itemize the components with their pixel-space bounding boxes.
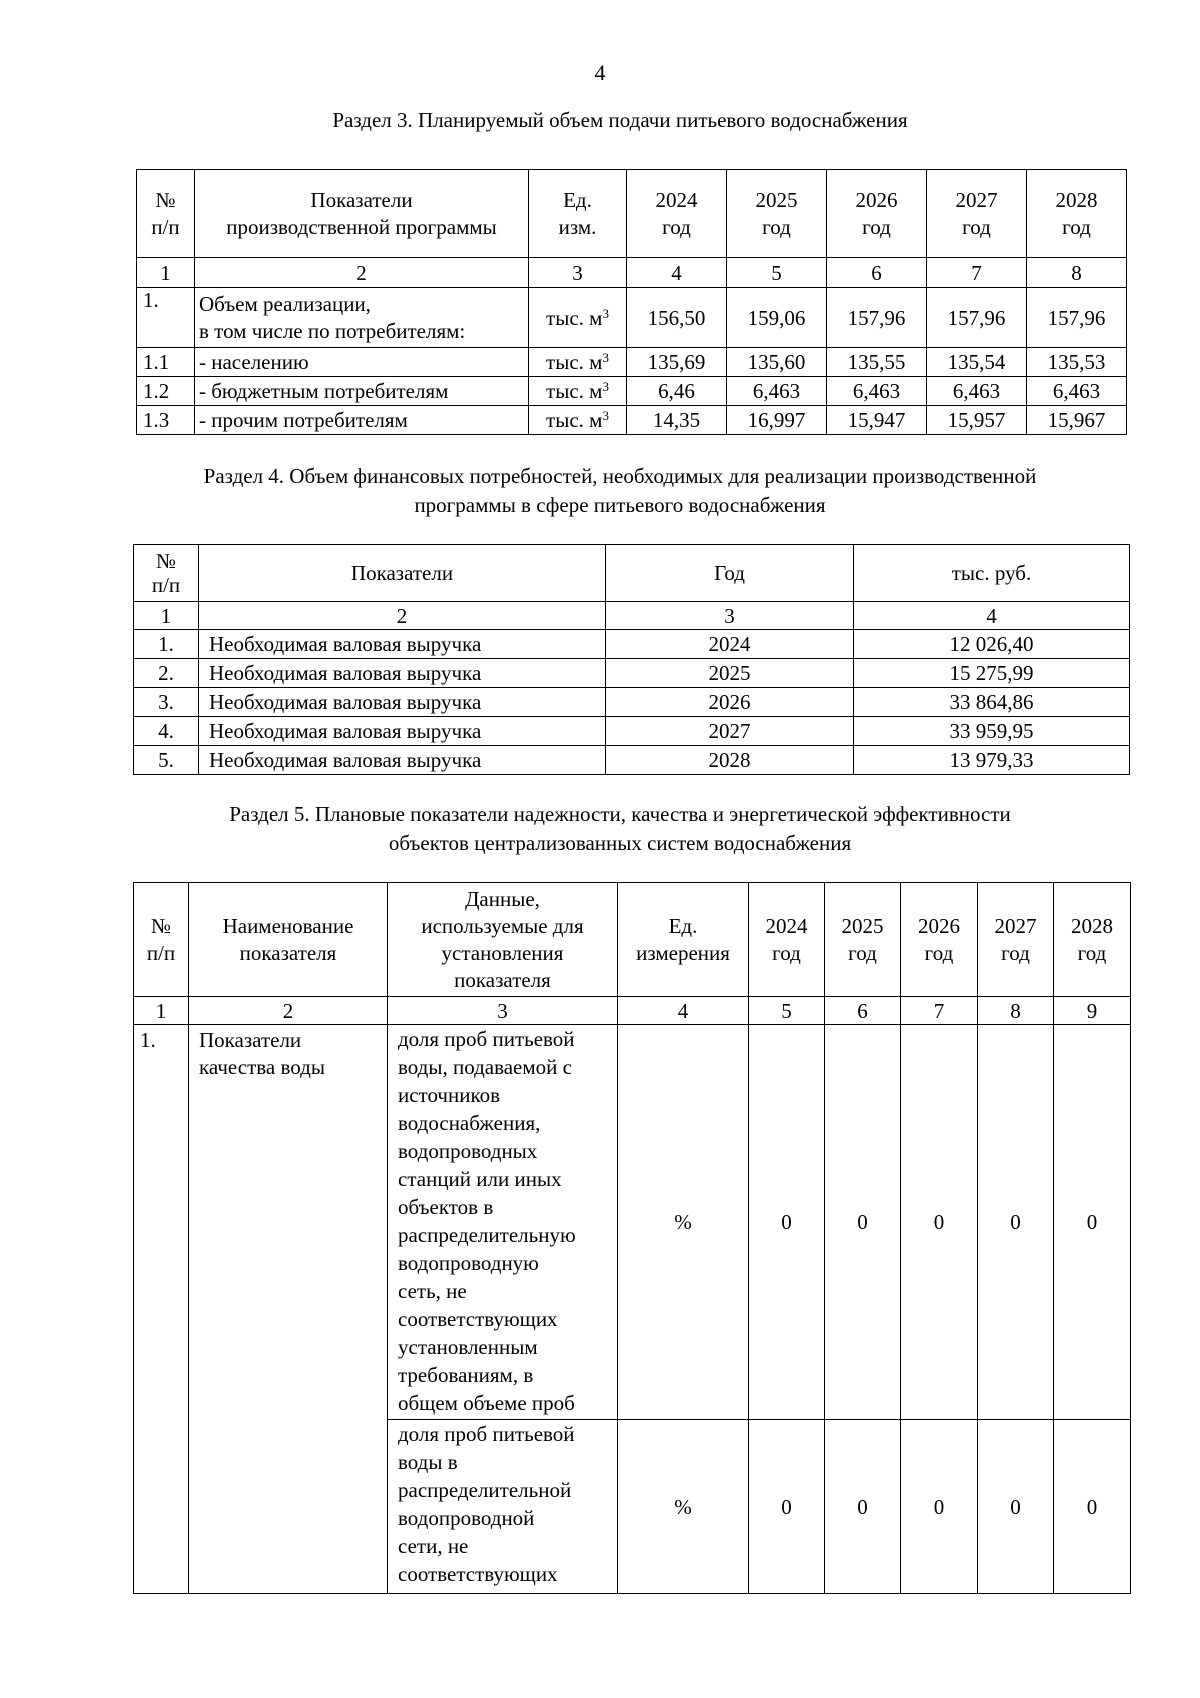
- row-value: 135,55: [827, 348, 927, 377]
- reliability-indicators-table: [133, 882, 1131, 1594]
- header-year-2027: 2027 год: [927, 170, 1027, 258]
- row-value: 6,463: [727, 377, 827, 406]
- table-header-row: [134, 883, 1131, 997]
- row-num: 1.3: [137, 406, 195, 435]
- row-value: 157,96: [1027, 288, 1127, 348]
- header-num: № п/п: [134, 545, 199, 602]
- header-num: № п/п: [134, 883, 189, 997]
- production-volume-table: [136, 169, 1127, 435]
- col-number: 4: [854, 602, 1130, 630]
- header-data: Данные, используемые для установления показателя: [388, 883, 618, 997]
- row-name: Необходимая валовая выручка: [199, 659, 606, 688]
- table-row: [134, 688, 1130, 717]
- row-num: 1.: [134, 630, 199, 659]
- col-number: 1: [137, 258, 195, 288]
- header-indicator: Показатели: [199, 545, 606, 602]
- row-value: 0: [978, 1420, 1054, 1594]
- table-row: [137, 288, 1127, 348]
- col-number: 7: [927, 258, 1027, 288]
- row-value: 0: [1054, 1025, 1131, 1420]
- row-name: Необходимая валовая выручка: [199, 717, 606, 746]
- row-amount: 33 864,86: [854, 688, 1130, 717]
- column-number-row: [137, 258, 1127, 288]
- row-unit: тыс. $м^3$: [529, 348, 627, 377]
- table-row: [137, 377, 1127, 406]
- row-value: 157,96: [827, 288, 927, 348]
- row-amount: 15 275,99: [854, 659, 1130, 688]
- row-name: Объем реализации, в том числе по потребителям:: [195, 288, 529, 348]
- header-year-2026: 2026 год: [901, 883, 978, 997]
- column-number-row: [134, 997, 1131, 1025]
- row-value: 0: [825, 1420, 901, 1594]
- table-row: [134, 746, 1130, 775]
- row-value: 159,06: [727, 288, 827, 348]
- table-header-row: [137, 170, 1127, 258]
- row-unit: тыс. $м^3$: [529, 288, 627, 348]
- row-value: 157,96: [927, 288, 1027, 348]
- header-num: № п/п: [137, 170, 195, 258]
- row-description: доля проб питьевой воды в распределительной водопроводной сети, не соответствующих: [388, 1420, 618, 1594]
- row-value: 14,35: [627, 406, 727, 435]
- table-row: [137, 406, 1127, 435]
- row-value: 0: [901, 1025, 978, 1420]
- row-num: 2.: [134, 659, 199, 688]
- header-year-2027: 2027 год: [978, 883, 1054, 997]
- row-value: 135,53: [1027, 348, 1127, 377]
- section5-title: Раздел 5. Плановые показатели надежности, качества и энергетической эффективности объектов централизованных систем водоснабжения: [229, 802, 1011, 855]
- row-num: 1.: [137, 288, 195, 348]
- row-value: 0: [749, 1025, 825, 1420]
- row-value: 15,947: [827, 406, 927, 435]
- row-value: 16,997: [727, 406, 827, 435]
- row-value: 135,54: [927, 348, 1027, 377]
- row-description: доля проб питьевой воды, подаваемой с источников водоснабжения, водопроводных станций или иных объектов в распределительную водопроводную сеть, не соответствующих установленным требованиям, в общем объеме проб: [388, 1025, 618, 1420]
- row-value: 0: [825, 1025, 901, 1420]
- section3-title: Раздел 3. Планируемый объем подачи питьевого водоснабжения: [332, 108, 908, 132]
- page-number: 4: [594, 60, 606, 85]
- header-unit: Ед. изм.: [529, 170, 627, 258]
- row-amount: 33 959,95: [854, 717, 1130, 746]
- header-unit: Ед. измерения: [618, 883, 749, 997]
- table-header-row: [134, 545, 1130, 602]
- col-number: 3: [388, 997, 618, 1025]
- row-unit: %: [618, 1025, 749, 1420]
- row-name: - бюджетным потребителям: [195, 377, 529, 406]
- row-value: 6,463: [927, 377, 1027, 406]
- row-num: 5.: [134, 746, 199, 775]
- row-year: 2026: [606, 688, 854, 717]
- col-number: 3: [529, 258, 627, 288]
- row-num: 3.: [134, 688, 199, 717]
- row-value: 0: [749, 1420, 825, 1594]
- column-number-row: [134, 602, 1130, 630]
- col-number: 6: [827, 258, 927, 288]
- table-row: [137, 348, 1127, 377]
- row-year: 2025: [606, 659, 854, 688]
- col-number: 3: [606, 602, 854, 630]
- row-value: 135,69: [627, 348, 727, 377]
- row-value: 6,463: [827, 377, 927, 406]
- table-row: [134, 717, 1130, 746]
- col-number: 9: [1054, 997, 1131, 1025]
- header-year-2026: 2026 год: [827, 170, 927, 258]
- col-number: 2: [199, 602, 606, 630]
- header-amount: тыс. руб.: [854, 545, 1130, 602]
- row-unit: %: [618, 1420, 749, 1594]
- row-value: 0: [901, 1420, 978, 1594]
- col-number: 1: [134, 997, 189, 1025]
- col-number: 7: [901, 997, 978, 1025]
- row-value: 15,957: [927, 406, 1027, 435]
- row-amount: 13 979,33: [854, 746, 1130, 775]
- row-year: 2027: [606, 717, 854, 746]
- col-number: 1: [134, 602, 199, 630]
- financial-needs-table: [133, 544, 1130, 775]
- row-year: 2028: [606, 746, 854, 775]
- col-number: 5: [749, 997, 825, 1025]
- col-number: 2: [189, 997, 388, 1025]
- row-unit: тыс. $м^3$: [529, 377, 627, 406]
- row-name: - прочим потребителям: [195, 406, 529, 435]
- header-name: Наименование показателя: [189, 883, 388, 997]
- col-number: 2: [195, 258, 529, 288]
- section4-title: Раздел 4. Объем финансовых потребностей, необходимых для реализации производственной программы в сфере питьевого водоснабжения: [203, 464, 1037, 517]
- col-number: 4: [627, 258, 727, 288]
- row-value: 0: [1054, 1420, 1131, 1594]
- row-num: 1.: [134, 1025, 189, 1594]
- row-name: Необходимая валовая выручка: [199, 630, 606, 659]
- header-year-2028: 2028 год: [1054, 883, 1131, 997]
- row-value: 6,46: [627, 377, 727, 406]
- row-num: 4.: [134, 717, 199, 746]
- row-value: 6,463: [1027, 377, 1127, 406]
- row-value: 0: [978, 1025, 1054, 1420]
- row-year: 2024: [606, 630, 854, 659]
- col-number: 5: [727, 258, 827, 288]
- row-num: 1.2: [137, 377, 195, 406]
- col-number: 6: [825, 997, 901, 1025]
- header-year: Год: [606, 545, 854, 602]
- table-row: [134, 630, 1130, 659]
- col-number: 8: [1027, 258, 1127, 288]
- row-value: 156,50: [627, 288, 727, 348]
- row-name: Необходимая валовая выручка: [199, 688, 606, 717]
- table-row: [134, 659, 1130, 688]
- header-year-2025: 2025 год: [825, 883, 901, 997]
- row-unit: тыс. $м^3$: [529, 406, 627, 435]
- header-year-2024: 2024 год: [749, 883, 825, 997]
- header-indicator: Показатели производственной программы: [195, 170, 529, 258]
- header-year-2028: 2028 год: [1027, 170, 1127, 258]
- table-row: [134, 1025, 1131, 1420]
- header-year-2024: 2024 год: [627, 170, 727, 258]
- row-value: 135,60: [727, 348, 827, 377]
- header-year-2025: 2025 год: [727, 170, 827, 258]
- row-amount: 12 026,40: [854, 630, 1130, 659]
- col-number: 8: [978, 997, 1054, 1025]
- row-num: 1.1: [137, 348, 195, 377]
- row-value: 15,967: [1027, 406, 1127, 435]
- row-name: Необходимая валовая выручка: [199, 746, 606, 775]
- col-number: 4: [618, 997, 749, 1025]
- row-name: - населению: [195, 348, 529, 377]
- row-name: Показатели качества воды: [189, 1025, 388, 1594]
